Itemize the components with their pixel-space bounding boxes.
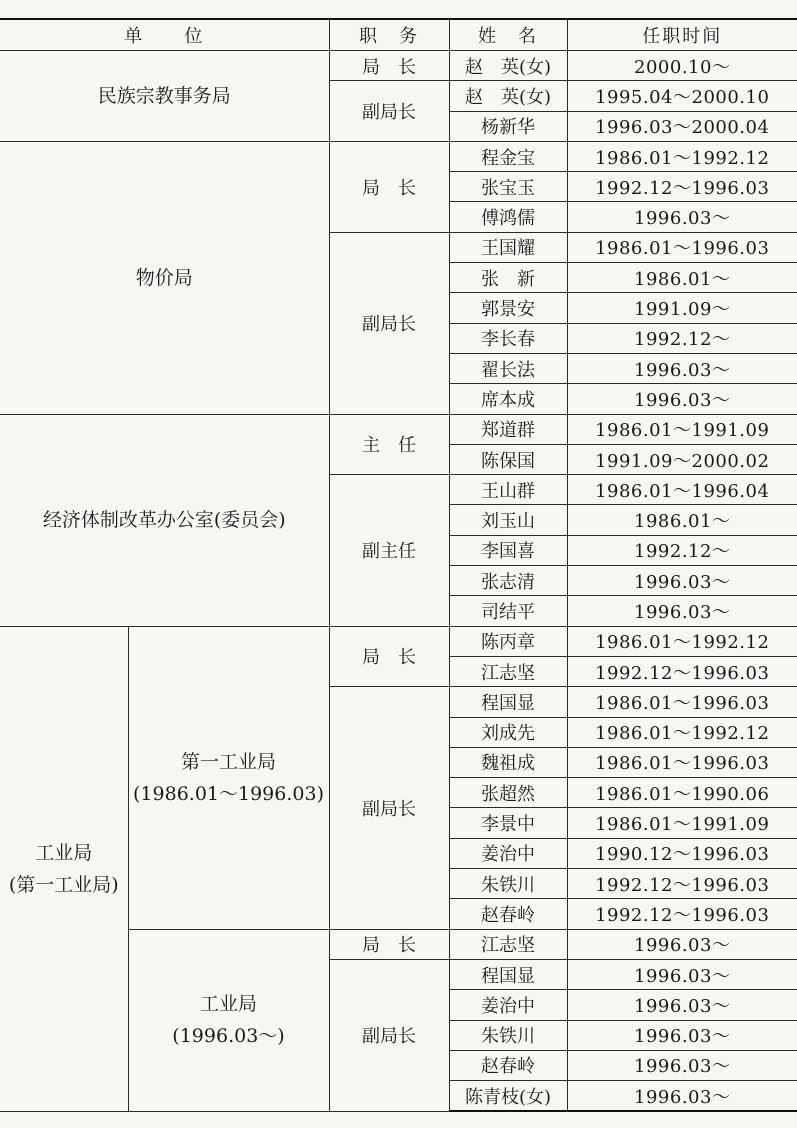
- name-cell: 程国显: [449, 959, 567, 989]
- name-cell: 王国耀: [449, 232, 567, 262]
- subunit-line: 第一工业局: [180, 750, 276, 773]
- name-cell: 李国喜: [449, 535, 567, 565]
- term-cell: 1996.03～: [567, 202, 797, 232]
- name-cell: 杨新华: [449, 111, 567, 141]
- term-cell: 1996.03～: [567, 566, 797, 596]
- term-cell: 1990.12～1996.03: [567, 838, 797, 868]
- term-cell: 1996.03～2000.04: [567, 111, 797, 141]
- name-cell: 司结平: [449, 596, 567, 626]
- name-cell: 张宝玉: [449, 172, 567, 202]
- subunit-line: 工业局: [199, 993, 257, 1016]
- term-cell: 2000.10～: [567, 51, 797, 81]
- subunit-line: (1996.03～): [172, 1025, 285, 1048]
- unit-cell: 民族宗教事务局: [0, 51, 329, 142]
- term-cell: 1992.12～: [567, 323, 797, 353]
- unit-cell: 物价局: [0, 141, 329, 414]
- name-cell: 赵 英(女): [449, 51, 567, 81]
- term-cell: 1986.01～1992.12: [567, 141, 797, 171]
- term-cell: 1986.01～1991.09: [567, 414, 797, 444]
- term-cell: 1986.01～1996.03: [567, 747, 797, 777]
- name-cell: 翟长法: [449, 353, 567, 383]
- name-cell: 江志坚: [449, 656, 567, 686]
- table-row: [0, 414, 797, 444]
- name-cell: 张志清: [449, 566, 567, 596]
- name-cell: 刘玉山: [449, 505, 567, 535]
- unit-cell: [0, 626, 128, 1111]
- term-cell: 1986.01～1990.06: [567, 778, 797, 808]
- position-cell: 副局长: [329, 687, 449, 929]
- name-cell: 陈青枝(女): [449, 1081, 567, 1112]
- table-header-row: [0, 19, 797, 51]
- term-cell: 1996.03～: [567, 990, 797, 1020]
- term-cell: 1996.03～: [567, 1050, 797, 1080]
- name-cell: 陈丙章: [449, 626, 567, 656]
- table-row: [0, 51, 797, 81]
- header-position: 职 务: [329, 19, 449, 51]
- name-cell: 赵 英(女): [449, 81, 567, 111]
- position-cell: 副局长: [329, 81, 449, 142]
- table-row: [0, 141, 797, 171]
- term-cell: 1986.01～1991.09: [567, 808, 797, 838]
- position-cell: 副主任: [329, 475, 449, 626]
- name-cell: 姜治中: [449, 838, 567, 868]
- position-cell: 主 任: [329, 414, 449, 475]
- position-cell: 局 长: [329, 626, 449, 687]
- term-cell: 1996.03～: [567, 959, 797, 989]
- term-cell: 1992.12～1996.03: [567, 656, 797, 686]
- name-cell: 王山群: [449, 475, 567, 505]
- name-cell: 张超然: [449, 778, 567, 808]
- name-cell: 李景中: [449, 808, 567, 838]
- term-cell: 1986.01～: [567, 505, 797, 535]
- name-cell: 张 新: [449, 263, 567, 293]
- position-cell: 副局长: [329, 232, 449, 414]
- name-cell: 刘成先: [449, 717, 567, 747]
- term-cell: 1992.12～1996.03: [567, 899, 797, 929]
- unit-line: (第一工业局): [8, 873, 119, 896]
- header-term: 任职时间: [567, 19, 797, 51]
- unit-line: 工业局: [35, 841, 93, 864]
- name-cell: 江志坚: [449, 929, 567, 959]
- name-cell: 郭景安: [449, 293, 567, 323]
- term-cell: 1992.12～: [567, 535, 797, 565]
- name-cell: 赵春岭: [449, 1050, 567, 1080]
- unit-cell: 经济体制改革办公室(委员会): [0, 414, 329, 626]
- name-cell: 陈保国: [449, 444, 567, 474]
- term-cell: 1992.12～1996.03: [567, 172, 797, 202]
- officials-table: [0, 18, 797, 1112]
- term-cell: 1986.01～1996.03: [567, 232, 797, 262]
- term-cell: 1991.09～: [567, 293, 797, 323]
- name-cell: 郑道群: [449, 414, 567, 444]
- term-cell: 1995.04～2000.10: [567, 81, 797, 111]
- position-cell: 局 长: [329, 141, 449, 232]
- name-cell: 程国显: [449, 687, 567, 717]
- term-cell: 1992.12～1996.03: [567, 869, 797, 899]
- position-cell: 局 长: [329, 51, 449, 81]
- term-cell: 1986.01～: [567, 263, 797, 293]
- name-cell: 姜治中: [449, 990, 567, 1020]
- table-row: [0, 626, 797, 656]
- name-cell: 魏祖成: [449, 747, 567, 777]
- term-cell: 1996.03～: [567, 1020, 797, 1050]
- name-cell: 席本成: [449, 384, 567, 414]
- position-cell: 副局长: [329, 959, 449, 1111]
- name-cell: 傅鸿儒: [449, 202, 567, 232]
- term-cell: 1996.03～: [567, 1081, 797, 1112]
- name-cell: 赵春岭: [449, 899, 567, 929]
- term-cell: 1986.01～1996.04: [567, 475, 797, 505]
- name-cell: 朱铁川: [449, 1020, 567, 1050]
- header-name: 姓 名: [449, 19, 567, 51]
- term-cell: 1996.03～: [567, 596, 797, 626]
- term-cell: 1986.01～1992.12: [567, 717, 797, 747]
- subunit-cell: [128, 626, 329, 929]
- subunit-cell: [128, 929, 329, 1111]
- term-cell: 1986.01～1996.03: [567, 687, 797, 717]
- position-cell: 局 长: [329, 929, 449, 959]
- name-cell: 李长春: [449, 323, 567, 353]
- term-cell: 1991.09～2000.02: [567, 444, 797, 474]
- name-cell: 程金宝: [449, 141, 567, 171]
- term-cell: 1996.03～: [567, 353, 797, 383]
- term-cell: 1996.03～: [567, 384, 797, 414]
- subunit-line: (1986.01～1996.03): [133, 782, 324, 805]
- header-unit: 单 位: [0, 19, 329, 51]
- term-cell: 1986.01～1992.12: [567, 626, 797, 656]
- name-cell: 朱铁川: [449, 869, 567, 899]
- term-cell: 1996.03～: [567, 929, 797, 959]
